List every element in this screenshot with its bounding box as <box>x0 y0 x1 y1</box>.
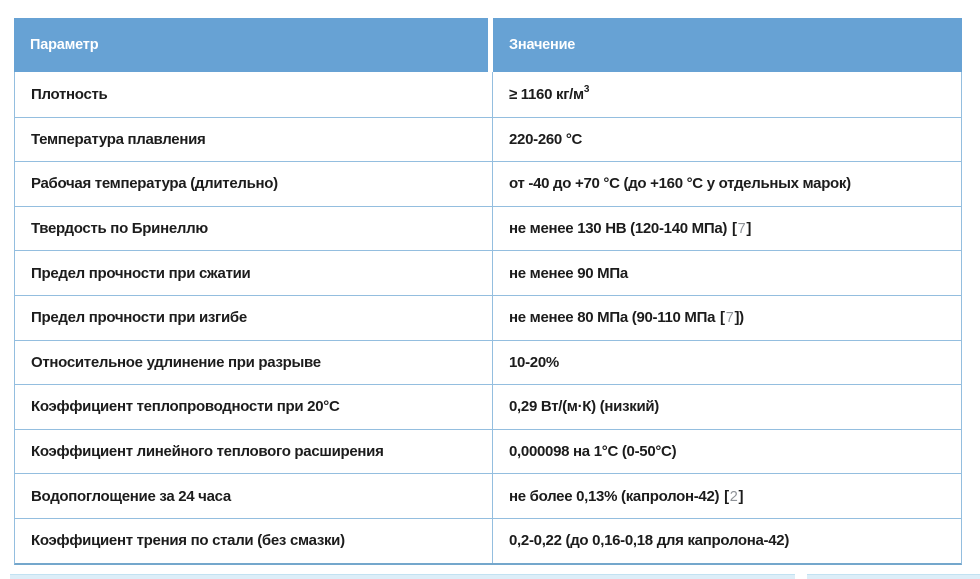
param-cell: Коэффициент линейного теплового расширения <box>15 430 493 474</box>
value-cell: 0,000098 на 1°C (0-50°C) <box>509 443 677 461</box>
table-row <box>15 72 961 117</box>
param-cell: Предел прочности при изгибе <box>15 296 493 340</box>
param-cell: Коэффициент трения по стали (без смазки) <box>15 519 493 563</box>
param-cell: Водопоглощение за 24 часа <box>15 474 493 518</box>
table-row <box>15 518 961 563</box>
next-table-sliver-left <box>10 574 795 579</box>
param-cell: Температура плавления <box>15 118 493 162</box>
table-row <box>15 295 961 340</box>
header-label-value: Значение <box>509 37 576 53</box>
value-cell: ≥ 1160 кг/м $^3$ <box>509 84 590 103</box>
next-table-sliver-right <box>807 574 980 579</box>
param-cell: Рабочая температура (длительно) <box>15 162 493 206</box>
value-cell: не менее 130 НВ (120-140 МПа) [7] <box>509 220 752 238</box>
table-row <box>15 161 961 206</box>
citation-link[interactable]: [7] <box>720 309 740 327</box>
table-header-row <box>14 18 962 72</box>
param-cell: Относительное удлинение при разрыве <box>15 341 493 385</box>
value-cell: не менее 80 МПа (90-110 МПа [7] ) <box>509 309 744 327</box>
header-cell-value <box>493 18 962 72</box>
value-cell: 220-260 °C <box>509 130 583 148</box>
properties-table <box>14 18 962 565</box>
citation-link[interactable]: [2] <box>724 487 744 505</box>
value-cell: не более 0,13% (капролон-42) [2] <box>509 487 744 505</box>
table-row <box>15 384 961 429</box>
value-cell: 10-20% <box>509 353 559 371</box>
param-cell: Коэффициент теплопроводности при 20°C <box>15 385 493 429</box>
header-label-parameter: Параметр <box>30 37 99 53</box>
table-row <box>15 250 961 295</box>
table-row <box>15 117 961 162</box>
table-row <box>15 473 961 518</box>
value-cell: не менее 90 МПа <box>509 264 628 282</box>
table-row <box>15 340 961 385</box>
param-cell: Предел прочности при сжатии <box>15 251 493 295</box>
value-cell: от -40 до +70 °C (до +160 °C у отдельных марок) <box>509 175 851 193</box>
header-cell-parameter <box>14 18 488 72</box>
table-body <box>14 72 962 565</box>
table-row <box>15 206 961 251</box>
param-cell: Твердость по Бринеллю <box>15 207 493 251</box>
value-cell: 0,29 Вт/(м·К) (низкий) <box>509 398 659 416</box>
param-cell: Плотность <box>15 72 493 117</box>
table-row <box>15 429 961 474</box>
value-cell: 0,2-0,22 (до 0,16-0,18 для капролона-42) <box>509 532 790 550</box>
citation-link[interactable]: [7] <box>731 220 752 238</box>
